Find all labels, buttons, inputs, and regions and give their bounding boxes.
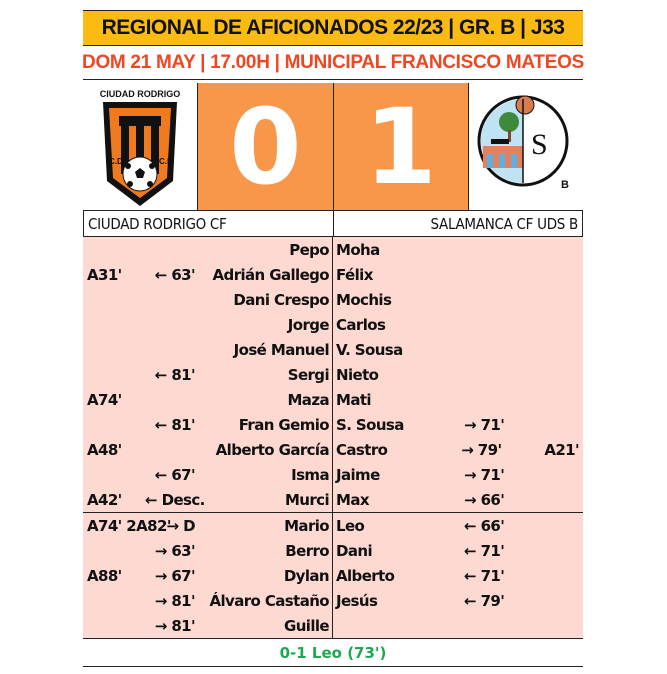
home-sub-event: → 63' <box>154 541 195 560</box>
away-player-name: Alberto <box>336 566 395 585</box>
away-player-name: Moha <box>336 240 380 259</box>
match-card <box>83 10 583 667</box>
home-sub-event: ← 63' <box>154 265 195 284</box>
bench-row <box>83 538 583 563</box>
home-player-name: Guille <box>284 616 329 635</box>
bench-row <box>83 613 583 638</box>
home-card-event: A42' <box>87 490 122 509</box>
home-player-name: Jorge <box>287 315 329 334</box>
home-team-name: CIUDAD RODRIGO CF <box>84 211 334 236</box>
home-sub-event: ← 81' <box>154 415 195 434</box>
away-sub-event: → 66' <box>464 490 505 509</box>
away-team-name: SALAMANCA CF UDS B <box>430 214 578 233</box>
home-sub-event: ← 67' <box>154 465 195 484</box>
home-player-cell <box>83 588 333 613</box>
starter-row <box>83 412 583 437</box>
away-player-name: Mati <box>336 390 371 409</box>
away-player-cell <box>333 312 583 337</box>
home-sub-event: → 81' <box>154 616 195 635</box>
away-player-name: Castro <box>336 440 388 459</box>
away-sub-event: ← 79' <box>464 591 505 610</box>
starter-row <box>83 462 583 487</box>
home-player-cell <box>83 312 333 337</box>
home-player-cell <box>83 237 333 262</box>
salamanca-uds-crest-icon <box>471 86 581 208</box>
away-player-name: Carlos <box>336 315 386 334</box>
home-card-event: A74' <box>87 390 122 409</box>
home-player-name: José Manuel <box>233 340 329 359</box>
starter-row <box>83 262 583 287</box>
home-sub-event: → 81' <box>154 591 195 610</box>
svg-text:S: S <box>530 127 548 161</box>
home-player-name: Álvaro Castaño <box>209 591 329 610</box>
away-player-cell <box>333 538 583 563</box>
away-player-name: Félix <box>336 265 373 284</box>
starter-row <box>83 312 583 337</box>
home-player-cell <box>83 287 333 312</box>
svg-text:CIUDAD RODRIGO: CIUDAD RODRIGO <box>99 88 181 99</box>
home-player-cell <box>83 412 333 437</box>
away-logo <box>468 83 583 210</box>
away-player-name: Dani <box>336 541 372 560</box>
home-card-event: A48' <box>87 440 122 459</box>
away-player-cell <box>333 362 583 387</box>
away-player-cell <box>333 513 583 538</box>
home-player-name: Murci <box>284 490 329 509</box>
away-player-name: Max <box>336 490 369 509</box>
starter-row <box>83 437 583 462</box>
away-player-cell <box>333 563 583 588</box>
home-player-name: Dani Crespo <box>233 290 329 309</box>
starter-row <box>83 387 583 412</box>
home-player-name: Isma <box>291 465 329 484</box>
home-player-cell <box>83 337 333 362</box>
bench-row <box>83 588 583 613</box>
home-score: 0 <box>197 83 332 210</box>
home-logo <box>83 83 197 210</box>
home-player-cell <box>83 437 333 462</box>
away-sub-event: ← 66' <box>464 516 505 535</box>
away-player-cell <box>333 412 583 437</box>
match-info: DOM 21 MAY | 17.00H | MUNICIPAL FRANCISCO MATEOS <box>83 46 583 80</box>
away-player-name: Jaime <box>336 465 380 484</box>
away-player-cell <box>333 237 583 262</box>
home-card-event: A88' <box>87 566 122 585</box>
home-player-name: Berro <box>285 541 329 560</box>
away-score: 1 <box>333 83 468 210</box>
away-player-cell <box>333 462 583 487</box>
goal-summary: 0-1 Leo (73') <box>83 638 583 667</box>
away-player-cell <box>333 613 583 638</box>
away-player-cell <box>333 437 583 462</box>
home-player-cell <box>83 387 333 412</box>
home-player-cell <box>83 538 333 563</box>
away-sub-event: → 71' <box>464 465 505 484</box>
team-names <box>83 210 583 237</box>
scoreboard <box>83 83 583 210</box>
home-player-cell <box>83 462 333 487</box>
svg-text:C.D.: C.D. <box>109 156 126 166</box>
lineups <box>83 237 583 638</box>
home-sub-event: → D <box>166 516 195 535</box>
away-player-name: Mochis <box>336 290 392 309</box>
away-player-cell <box>333 337 583 362</box>
home-player-name: Sergi <box>287 365 329 384</box>
away-sub-event: → 71' <box>464 415 505 434</box>
away-player-cell <box>333 487 583 512</box>
away-sub-event: → 79' <box>461 440 502 459</box>
home-player-name: Mario <box>284 516 329 535</box>
away-player-name: V. Sousa <box>336 340 403 359</box>
home-sub-event: ← 81' <box>154 365 195 384</box>
home-player-cell <box>83 613 333 638</box>
home-player-name: Pepo <box>289 240 329 259</box>
home-player-cell <box>83 362 333 387</box>
away-player-cell <box>333 387 583 412</box>
home-card-event: A31' <box>87 265 122 284</box>
competition-title: REGIONAL DE AFICIONADOS 22/23 | GR. B | J33 <box>83 10 583 46</box>
starter-row <box>83 237 583 262</box>
home-player-name: Alberto García <box>215 440 329 459</box>
home-player-name: Maza <box>287 390 329 409</box>
home-player-cell <box>83 563 333 588</box>
starter-row <box>83 487 583 512</box>
home-player-name: Dylan <box>283 566 329 585</box>
away-player-name: Leo <box>336 516 365 535</box>
away-player-name: Nieto <box>336 365 379 384</box>
starter-row <box>83 362 583 387</box>
home-player-cell <box>83 262 333 287</box>
starter-row <box>83 287 583 312</box>
ciudad-rodrigo-crest-icon <box>95 86 185 208</box>
home-player-cell <box>83 513 333 538</box>
away-sub-event: ← 71' <box>464 566 505 585</box>
away-player-name: S. Sousa <box>336 415 404 434</box>
svg-text:C.F.: C.F. <box>159 156 174 166</box>
home-sub-event: → 67' <box>154 566 195 585</box>
home-player-name: Adrián Gallego <box>212 265 329 284</box>
away-player-cell <box>333 262 583 287</box>
bench-row <box>83 563 583 588</box>
away-sub-event: ← 71' <box>464 541 505 560</box>
starter-row <box>83 337 583 362</box>
away-player-cell <box>333 588 583 613</box>
home-player-cell <box>83 487 333 512</box>
home-card-event: A74' 2A82' <box>87 516 171 535</box>
bench-row <box>83 512 583 538</box>
away-card-event: A21' <box>544 440 579 459</box>
away-player-name: Jesús <box>336 591 378 610</box>
away-player-cell <box>333 287 583 312</box>
home-player-name: Fran Gemio <box>238 415 329 434</box>
home-sub-event: ← Desc. <box>145 490 205 509</box>
svg-text:B: B <box>560 178 569 191</box>
